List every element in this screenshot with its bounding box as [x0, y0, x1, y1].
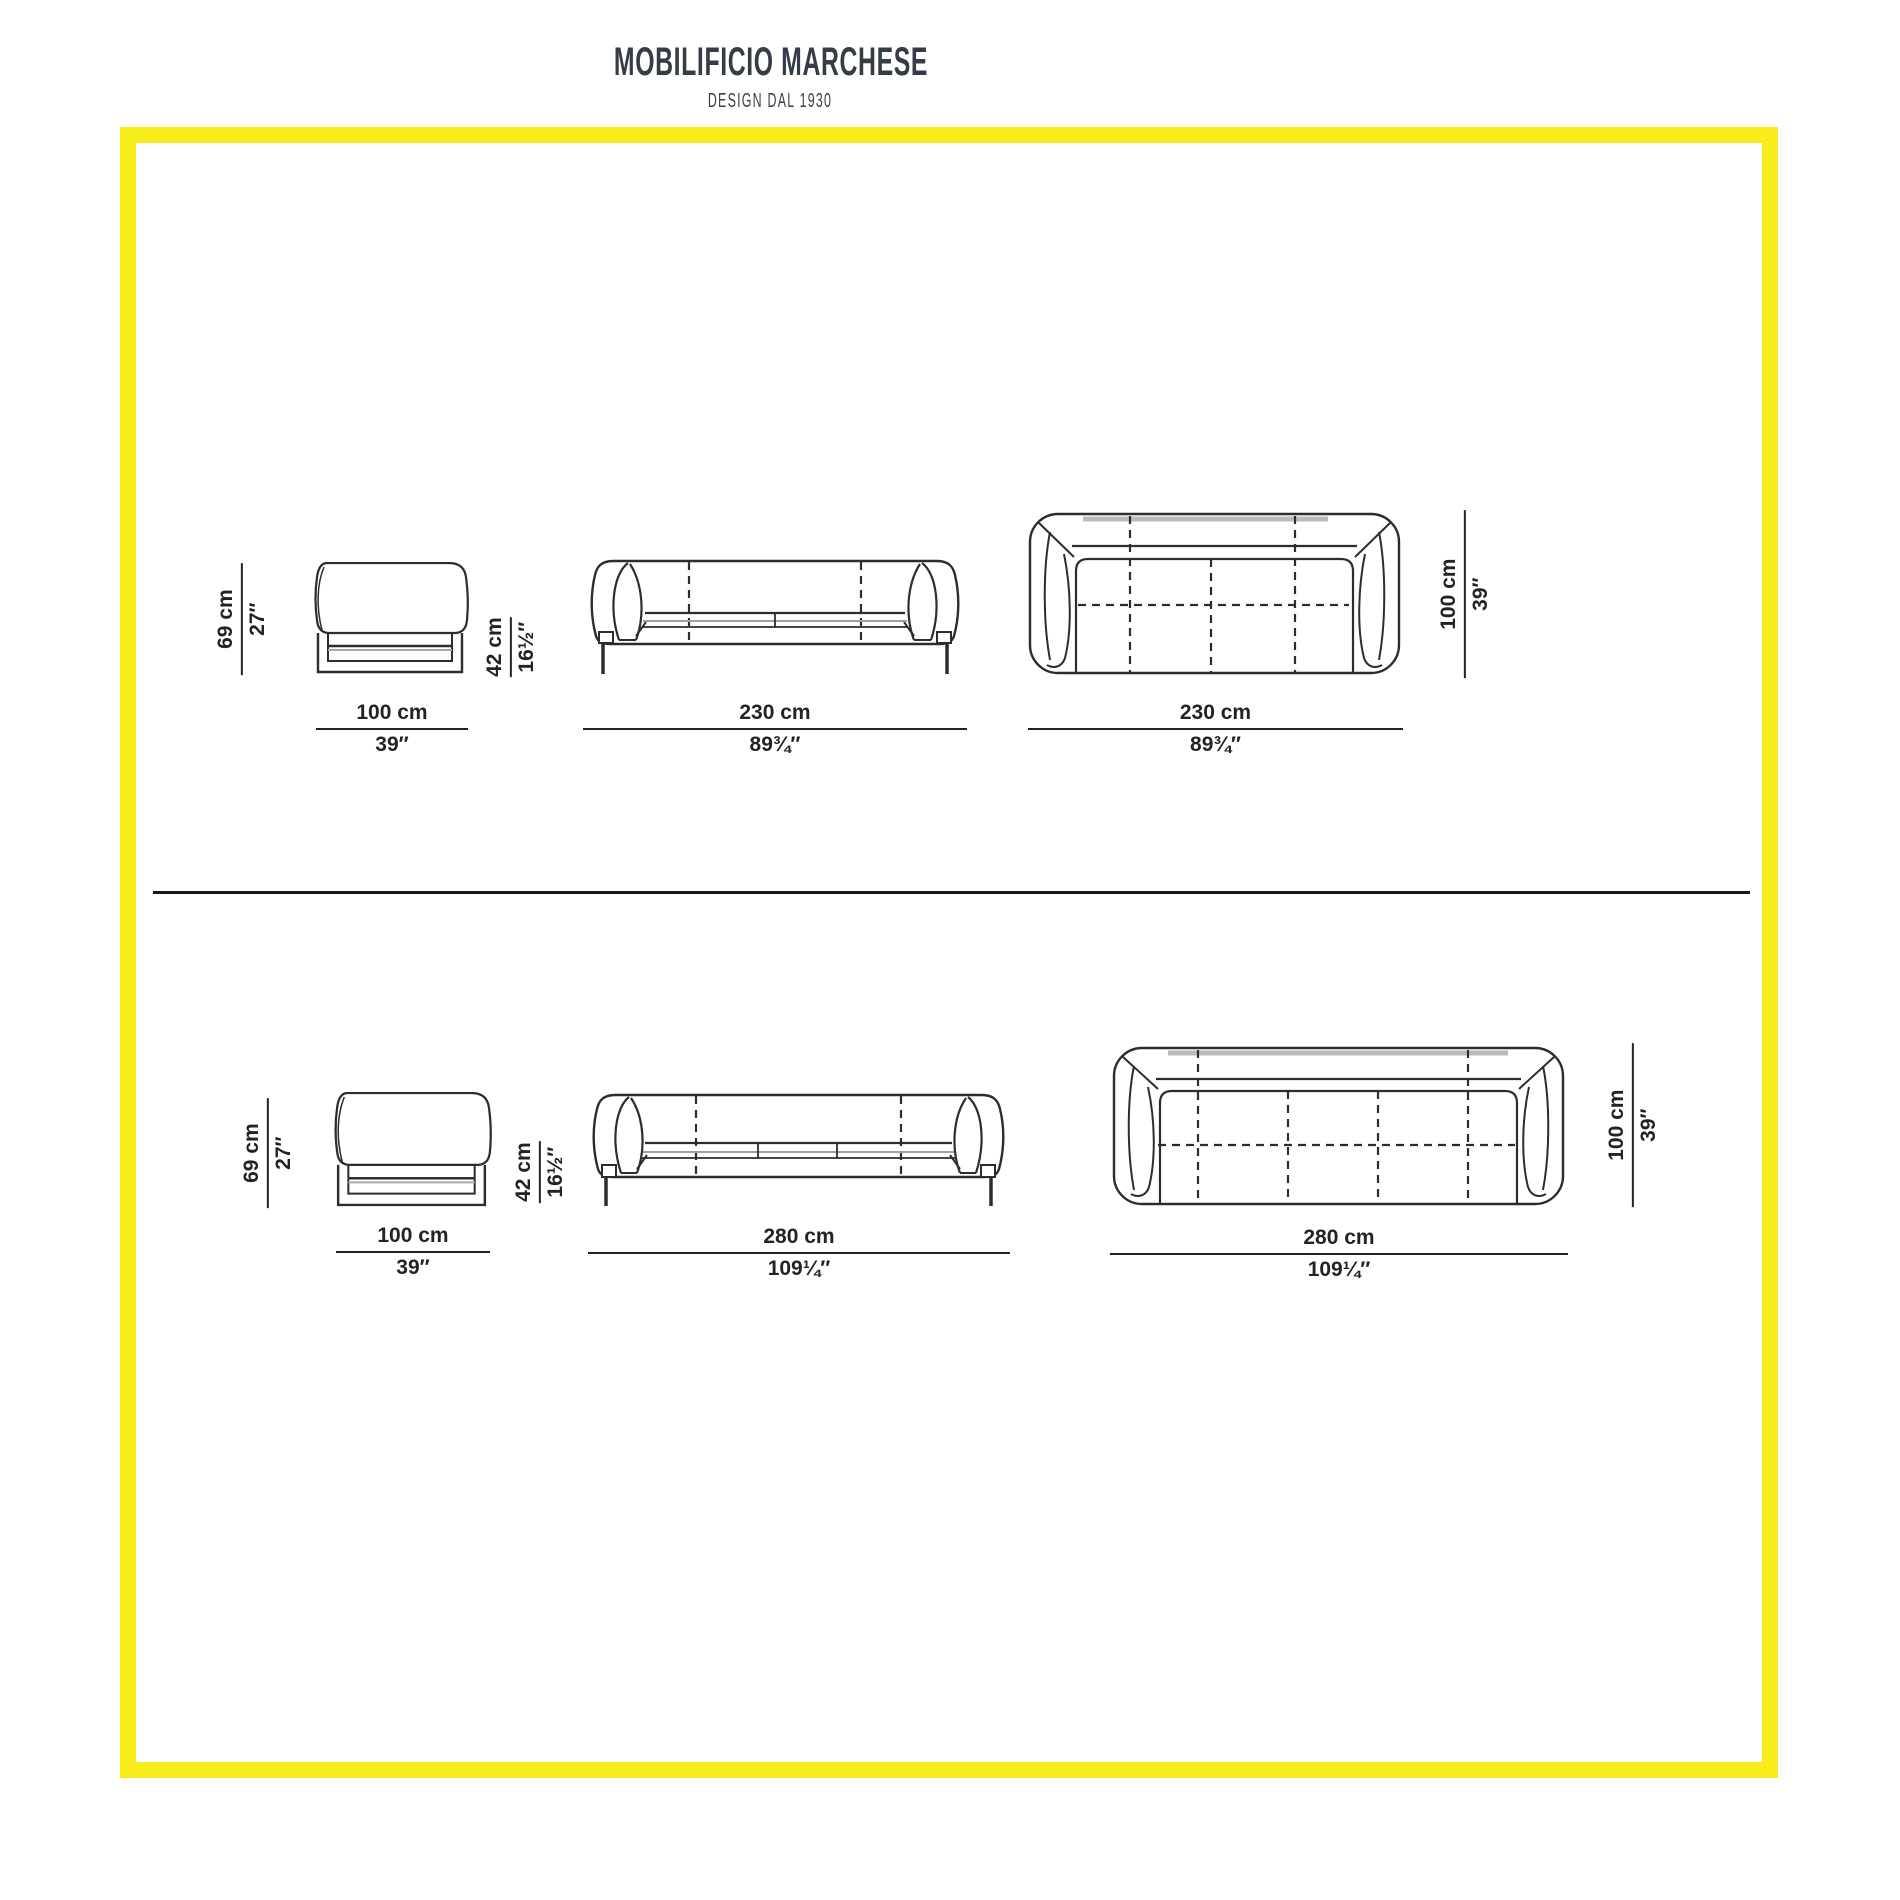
- dim-value-in: 39″: [396, 1256, 430, 1280]
- sofa230-side-view-drawing: [310, 562, 470, 674]
- dim-value-cm: 100 cm: [336, 1224, 490, 1253]
- dim-value-cm: 230 cm: [1028, 701, 1403, 730]
- brand-logo: MOBILIFICIO MARCHESE: [613, 40, 929, 84]
- sofa280-top-view-drawing: [1112, 1043, 1565, 1208]
- dim-value-cm: 230 cm: [583, 701, 967, 730]
- sofa280-seat-height-dim: [512, 1141, 568, 1203]
- dim-value-in: 89¾″: [749, 733, 801, 757]
- dim-value-in: 39″: [1469, 577, 1492, 611]
- dim-value-in: 16½″: [544, 1146, 567, 1198]
- brand-tagline: DESIGN DAL 1930: [707, 90, 833, 112]
- sofa280-top-width-dim: [1110, 1226, 1568, 1282]
- dim-value-cm: 69 cm: [240, 1098, 269, 1208]
- dim-value-cm: 100 cm: [1437, 510, 1466, 678]
- sofa230-top-view-drawing: [1028, 508, 1401, 678]
- sofa230-height-dim: [214, 563, 270, 675]
- dim-value-cm: 100 cm: [1605, 1043, 1634, 1207]
- dim-value-cm: 280 cm: [588, 1225, 1010, 1254]
- dim-value-cm: 280 cm: [1110, 1226, 1568, 1255]
- dim-value-cm: 42 cm: [483, 617, 512, 677]
- sofa280-depth-dim: [336, 1224, 490, 1280]
- sofa230-front-view-drawing: [583, 558, 967, 676]
- dim-value-in: 39″: [1637, 1108, 1660, 1142]
- sofa230-seat-height-dim: [483, 617, 539, 677]
- dim-value-in: 89¾″: [1190, 733, 1241, 757]
- sofa280-front-view-drawing: [587, 1092, 1010, 1207]
- dim-value-in: 109¼″: [767, 1257, 831, 1281]
- dim-value-cm: 100 cm: [316, 701, 468, 730]
- dim-value-in: 39″: [375, 733, 409, 757]
- sofa280-side-view-drawing: [330, 1092, 493, 1207]
- dim-value-in: 27″: [246, 602, 269, 636]
- row-divider: [153, 891, 1750, 894]
- dim-value-cm: 69 cm: [214, 563, 243, 675]
- dim-value-in: 16½″: [515, 621, 538, 673]
- sofa280-top-depth-dim: [1605, 1043, 1661, 1207]
- dim-value-in: 109¼″: [1307, 1258, 1371, 1282]
- sofa230-front-width-dim: [583, 701, 967, 757]
- dim-value-in: 27″: [272, 1136, 295, 1170]
- sofa230-top-width-dim: [1028, 701, 1403, 757]
- sofa230-top-depth-dim: [1437, 510, 1493, 678]
- sofa280-front-width-dim: [588, 1225, 1010, 1281]
- dim-value-cm: 42 cm: [512, 1141, 541, 1203]
- highlight-frame: [120, 127, 1778, 1778]
- sofa230-depth-dim: [316, 701, 468, 757]
- sofa280-height-dim: [240, 1098, 296, 1208]
